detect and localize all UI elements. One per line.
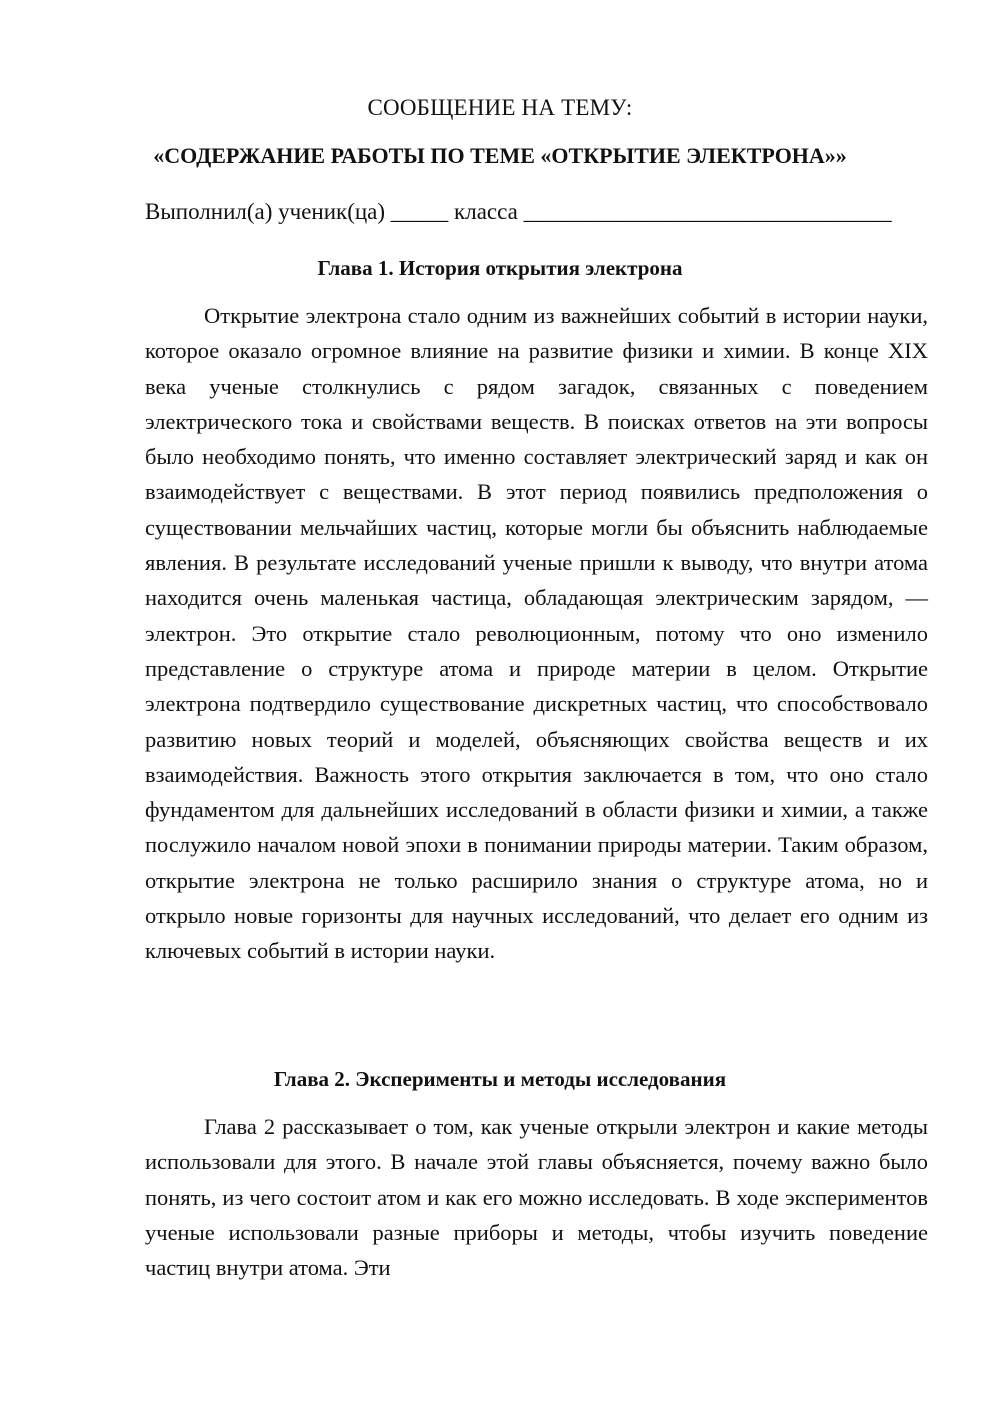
document-title: «СОДЕРЖАНИЕ РАБОТЫ ПО ТЕМЕ «ОТКРЫТИЕ ЭЛЕКТРОНА»» — [153, 143, 847, 168]
chapter2-paragraph: Глава 2 рассказывает о том, как ученые открыли электрон и какие методы использовали для этого. В начале этой главы объясняется, почему важно было понять, из чего состоит атом и как его можно исследовать. В ходе экспериментов ученые использовали разные приборы и методы, чтобы изучить поведение частиц внутри атома. Эти — [145, 1114, 928, 1281]
chapter1-title: Глава 1. История открытия электрона — [317, 256, 683, 280]
document-header-topic: СООБЩЕНИЕ НА ТЕМУ: — [367, 95, 633, 120]
chapter1-paragraph: Открытие электрона стало одним из важнейших событий в истории науки, которое оказало огромное влияние на развитие физики и химии. В конце XIX века ученые столкнулись с рядом загадок, связанных с поведением электрического тока и свойствами веществ. В поисках ответов на эти вопросы было необходимо понять, что именно составляет электрический заряд и как он взаимодействует с веществами. В этот период появились предположения о существовании мельчайших частиц, которые могли бы объяснить наблюдаемые явления. В результате исследований ученые пришли к выводу, что внутри атома находится очень маленькая частица, обладающая электрическим зарядом, — электрон. Это открытие стало революционным, потому что оно изменило представление о структуре атома и природе материи в целом. Открытие электрона подтвердило существование дискретных частиц, что способствовало развитию новых теорий и моделей, объясняющих свойства веществ и их взаимодействия. Важность этого открытия заключается в том, что оно стало фундаментом для дальнейших исследований в области физики и химии, а также послужило началом новой эпохи в понимании природы материи. Таким образом, открытие электрона не только расширило знания о структуре атома, но и открыло новые горизонты для научных исследований, что делает его одним из ключевых событий в истории науки. — [145, 303, 928, 964]
author-line: Выполнил(а) ученик(ца) _____ класса ________________________________ — [145, 199, 892, 224]
chapter2-title: Глава 2. Эксперименты и методы исследования — [273, 1067, 727, 1091]
